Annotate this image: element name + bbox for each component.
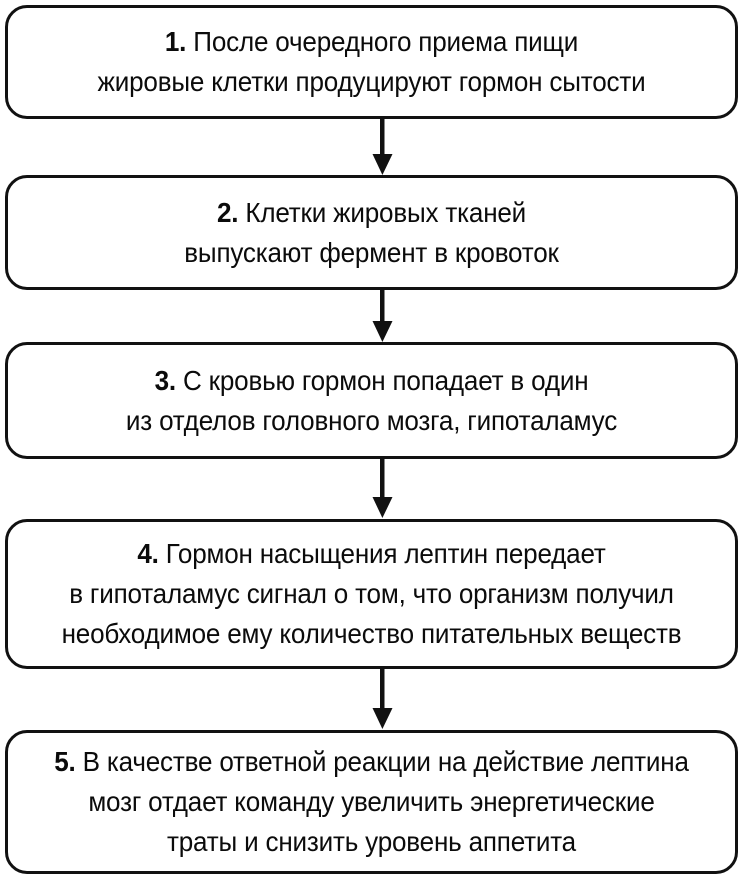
flowchart-step-3	[5, 342, 738, 459]
step-3-line-2: из отделов головного мозга, гипоталамус	[125, 404, 618, 436]
step-4-text-1: Гормон насыщения лептин передает	[165, 538, 606, 569]
step-2-line-1	[33, 193, 709, 233]
flowchart-step-1	[5, 5, 738, 119]
step-3-line-1	[33, 361, 709, 401]
connector-step2-step3	[0, 289, 749, 343]
down-arrow-icon	[0, 458, 749, 520]
down-arrow-icon	[0, 289, 749, 343]
flowchart-step-5	[5, 730, 738, 874]
step-1-line-2: жировые клетки продуцируют гормон сытости	[97, 66, 646, 97]
step-5-line-2: мозг отдает команду увеличить энергетические	[88, 786, 655, 817]
flowchart-step-2	[5, 175, 738, 290]
step-4-line-1	[33, 534, 709, 574]
flowchart-step-4	[5, 519, 738, 669]
step-5-line-3: траты и снизить уровень аппетита	[167, 826, 576, 857]
step-5-number: 5.	[54, 746, 76, 777]
step-2-line-2: выпускают фермент в кровоток	[184, 236, 559, 268]
connector-step1-step2	[0, 118, 749, 176]
step-4-line-3: необходимое ему количество питательных веществ	[61, 618, 682, 649]
step-1-line-1	[33, 22, 709, 62]
step-4-number: 4.	[137, 538, 159, 569]
connector-step4-step5	[0, 668, 749, 731]
step-1-number: 1.	[164, 26, 187, 57]
step-2-text-1: Клетки жировых тканей	[245, 196, 527, 228]
step-5-text-1: В качестве ответной реакции на действие лептина	[82, 746, 689, 777]
step-5-line-1	[33, 742, 709, 782]
down-arrow-icon	[0, 118, 749, 176]
down-arrow-icon	[0, 668, 749, 731]
connector-step3-step4	[0, 458, 749, 520]
step-2-number: 2.	[216, 196, 239, 228]
step-4-line-2: в гипоталамус сигнал о том, что организм получил	[69, 578, 674, 609]
step-3-text-1: С кровью гормон попадает в один	[183, 364, 589, 396]
step-1-text-1: После очередного приема пищи	[193, 26, 579, 57]
step-3-number: 3.	[154, 364, 176, 396]
